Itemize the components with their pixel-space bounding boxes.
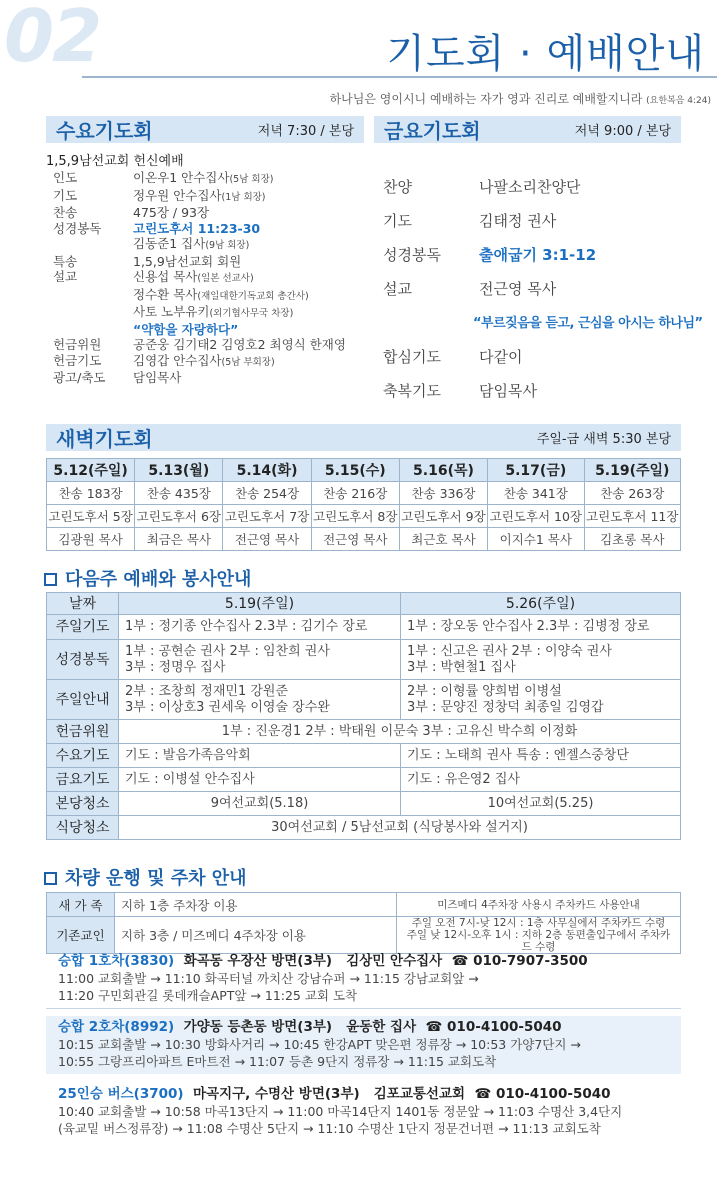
- dawn-day: 5.17(금): [488, 459, 584, 482]
- verse-ref: (요한복음 4:24): [646, 96, 711, 106]
- dawn-day: 5.13(월): [135, 459, 223, 482]
- dawn-hymn: 찬송 216장: [311, 482, 399, 505]
- service-label: 수요기도: [47, 744, 119, 768]
- service-label: 헌금위원: [47, 720, 119, 744]
- wed-value: 1,5,9남선교회 회원: [133, 253, 242, 269]
- parking-table: [46, 892, 681, 954]
- car-section-title: [44, 864, 247, 890]
- fri-scripture: 출애굽기 3:1-12: [479, 246, 597, 264]
- fri-program: [383, 176, 703, 414]
- service-line: 3부 : 문양진 정창덕 최종일 김영갑: [407, 699, 604, 715]
- service-label: 주일안내: [47, 680, 119, 720]
- fri-key: 합심기도: [383, 348, 441, 366]
- parking-label: 기존교인: [47, 917, 115, 954]
- wed-key: 기도: [53, 187, 78, 203]
- dawn-time: 주일-금 새벽 5:30 본당: [536, 432, 671, 447]
- dawn-preacher: 전근영 목사: [311, 528, 399, 551]
- route-card: [46, 1083, 681, 1141]
- service-line: 1부 : 신고은 권사 2부 : 이양숙 권사: [407, 643, 612, 659]
- dawn-text: 고린도후서 5장: [47, 505, 135, 528]
- service-line: 2부 : 이형률 양희범 이병설: [407, 683, 562, 699]
- wed-note: (9남 회장): [205, 240, 250, 251]
- wed-value: 김영갑 안수집사: [133, 352, 222, 368]
- route-line: 11:20 구민회관길 롯데캐슬APT앞 → 11:25 교회 도착: [58, 988, 358, 1003]
- route-vehicle: 승합 2호차(8992): [58, 1019, 175, 1035]
- service-table: [46, 592, 681, 840]
- fri-value: 다같이: [479, 348, 523, 366]
- service-cell: 1부 : 정기종 안수집사 2.3부 : 김기수 장로: [119, 615, 401, 640]
- route-driver: 김상민 안수집사: [346, 953, 443, 969]
- dawn-hymn: 찬송 336장: [399, 482, 487, 505]
- parking-value: 지하 3층 / 미즈메디 4주차장 이용: [115, 917, 397, 954]
- wed-key: 설교: [53, 269, 78, 284]
- service-label: 날짜: [47, 593, 119, 615]
- parking-card-line: 주일 오전 7시-낮 12시 : 1층 사무실에서 주차카드 수령: [411, 917, 666, 929]
- route-phone: ☎ 010-4100-5040: [474, 1086, 611, 1102]
- wed-value: 사토 노부유키: [133, 304, 210, 319]
- square-bullet-icon: [44, 573, 57, 586]
- route-line: 10:55 그랑프리아파트 E마트전 → 11:07 등촌 9단지 정류장 → 11:15 교회도착: [58, 1054, 497, 1069]
- wed-key: 성경봉독: [53, 220, 102, 236]
- route-card: [46, 1016, 681, 1074]
- service-label: 본당청소: [47, 792, 119, 816]
- wed-title: 수요기도회: [56, 119, 153, 143]
- service-label: 주일기도: [47, 615, 119, 640]
- service-cell: 9여선교회(5.18): [119, 792, 401, 816]
- wed-key: 광고/축도: [53, 370, 106, 385]
- page-number: 02: [4, 0, 101, 78]
- fri-value: 전근영 목사: [479, 280, 557, 298]
- route-vehicle: 25인승 버스(3700): [58, 1086, 184, 1102]
- route-area: 가양동 등촌동 방면(3부): [183, 1019, 333, 1035]
- dawn-day: 5.19(주일): [584, 459, 680, 482]
- dawn-hymn: 찬송 435장: [135, 482, 223, 505]
- fri-key: 설교: [383, 280, 412, 298]
- dawn-text: 고린도후서 6장: [135, 505, 223, 528]
- service-label: 금요기도: [47, 768, 119, 792]
- wed-key: 헌금위원: [53, 337, 102, 352]
- fri-key: 기도: [383, 212, 412, 230]
- dawn-day: 5.12(주일): [47, 459, 135, 482]
- parking-card-info: [397, 917, 681, 954]
- wed-scripture: 고린도후서 11:23-30: [133, 220, 261, 236]
- wed-note: (재일대한기독교회 총간사): [197, 290, 309, 302]
- wed-value: 이온우1 안수집사: [133, 170, 230, 185]
- dawn-day: 5.16(목): [399, 459, 487, 482]
- service-cell: 기도 : 발음가족음악회: [119, 744, 401, 768]
- dawn-preacher: 전근영 목사: [223, 528, 311, 551]
- car-title: 차량 운행 및 주차 안내: [65, 868, 247, 889]
- dawn-text: 고린도후서 7장: [223, 505, 311, 528]
- route-phone: ☎ 010-7907-3500: [451, 953, 588, 969]
- service-section-title: [44, 565, 251, 591]
- service-line: 3부 : 박현철1 집사: [407, 659, 516, 675]
- wed-sermon-title: “약함을 자랑하다”: [133, 321, 239, 337]
- route-line: (육교밑 버스정류장) → 11:08 수명산 5단지 → 11:10 수명산 1단지 정문건너편 → 11:13 교회도착: [58, 1121, 601, 1136]
- service-line: 3부 : 정명우 집사: [125, 659, 226, 675]
- wed-value: 정우원 안수집사: [133, 187, 222, 203]
- wed-program: [53, 170, 365, 386]
- route-phone: ☎ 010-4100-5040: [425, 1019, 562, 1035]
- wed-value: 475장 / 93장: [133, 205, 210, 220]
- service-cell: 30여선교회 / 5남선교회 (식당봉사와 설거지): [119, 816, 681, 840]
- dawn-hymn: 찬송 254장: [223, 482, 311, 505]
- dawn-text: 고린도후서 11장: [584, 505, 680, 528]
- service-title: 다음주 예배와 봉사안내: [65, 569, 252, 590]
- wed-header: [46, 116, 364, 143]
- wed-key: 찬송: [53, 205, 78, 220]
- fri-value: 나팔소리찬양단: [479, 178, 581, 196]
- dawn-hymn: 찬송 263장: [584, 482, 680, 505]
- route-card: [46, 950, 681, 1009]
- dawn-preacher: 최금은 목사: [135, 528, 223, 551]
- dawn-preacher: 최근호 목사: [399, 528, 487, 551]
- title-rule: [82, 76, 717, 78]
- wed-subtitle: 1,5,9남선교회 헌신예배: [46, 154, 184, 169]
- service-cell: [119, 640, 401, 680]
- service-cell: 1부 : 진운경1 2부 : 박태원 이문숙 3부 : 고유신 박수희 이정화: [119, 720, 681, 744]
- fri-key: 찬양: [383, 178, 412, 196]
- service-cell: 10여선교회(5.25): [401, 792, 681, 816]
- parking-label: 새 가 족: [47, 893, 115, 917]
- dawn-text: 고린도후서 8장: [311, 505, 399, 528]
- page-title: 기도회 · 예배안내: [386, 31, 705, 77]
- dawn-day: 5.15(수): [311, 459, 399, 482]
- fri-value: 담임목사: [479, 382, 537, 400]
- service-cell: 기도 : 이병설 안수집사: [119, 768, 401, 792]
- route-driver: 윤동한 집사: [346, 1019, 417, 1035]
- square-bullet-icon: [44, 872, 57, 885]
- verse-text: 하나님은 영이시니 예배하는 자가 영과 진리로 예배할지니라: [329, 92, 643, 106]
- fri-time: 저녁 9:00 / 본당: [574, 124, 671, 139]
- service-cell: 기도 : 유은영2 집사: [401, 768, 681, 792]
- wed-value: 김동준1 집사: [133, 236, 206, 251]
- verse: [330, 90, 711, 107]
- service-cell: [119, 680, 401, 720]
- service-date-a: 5.19(주일): [119, 593, 401, 615]
- service-cell: [401, 640, 681, 680]
- wed-note: (외기협사무국 차장): [209, 308, 294, 319]
- route-vehicle: 승합 1호차(3830): [58, 953, 175, 969]
- dawn-hymn: 찬송 183장: [47, 482, 135, 505]
- wed-note: (1남 회장): [221, 191, 266, 203]
- service-label: 성경봉독: [47, 640, 119, 680]
- wed-value: 공준웅 김기태2 김영호2 최영식 한재영: [133, 337, 346, 352]
- route-line: 10:15 교회출발 → 10:30 방화사거리 → 10:45 한강APT 맞은편 정류장 → 10:53 가양7단지 →: [58, 1037, 581, 1052]
- dawn-preacher: 김초롱 목사: [584, 528, 680, 551]
- fri-value: 김태정 권사: [479, 212, 557, 230]
- fri-title: 금요기도회: [384, 119, 481, 143]
- route-driver: 김포교통선교회: [373, 1086, 466, 1102]
- dawn-table: [46, 458, 681, 551]
- service-label: 식당청소: [47, 816, 119, 840]
- parking-card-line: 주일 낮 12시-오후 1시 : 지하 2층 동편출입구에서 주차카드 수령: [406, 929, 671, 953]
- route-line: 11:00 교회출발 → 11:10 화곡터널 까치산 강남슈퍼 → 11:15 강남교회앞 →: [58, 971, 479, 986]
- dawn-title: 새벽기도회: [56, 427, 153, 451]
- dawn-preacher: 김광원 목사: [47, 528, 135, 551]
- wed-note: (5남 회장): [229, 174, 274, 185]
- route-area: 마곡지구, 수명산 방면(3부): [192, 1086, 360, 1102]
- parking-card-title: 미즈메디 4주차장 사용시 주차카드 사용안내: [397, 893, 681, 917]
- service-line: 1부 : 공현순 권사 2부 : 임찬희 권사: [125, 643, 330, 659]
- fri-sermon-title: “부르짖음을 듣고, 근심을 아시는 하나님”: [473, 316, 703, 331]
- wed-key: 인도: [53, 170, 78, 185]
- wed-key: 특송: [53, 253, 78, 269]
- service-line: 2부 : 조창희 정재민1 강원준: [125, 683, 289, 699]
- dawn-hymn: 찬송 341장: [488, 482, 584, 505]
- service-cell: 기도 : 노태희 권사 특송 : 엔젤스중창단: [401, 744, 681, 768]
- wed-value: 정수환 목사: [133, 286, 198, 302]
- dawn-header: [46, 424, 681, 451]
- dawn-preacher: 이지수1 목사: [488, 528, 584, 551]
- parking-value: 지하 1층 주차장 이용: [115, 893, 397, 917]
- wed-note: (일본 선교사): [197, 273, 254, 284]
- wed-value: 담임목사: [133, 370, 182, 385]
- route-area: 화곡동 우장산 방면(3부): [183, 953, 333, 969]
- dawn-day: 5.14(화): [223, 459, 311, 482]
- fri-header: [374, 116, 681, 143]
- dawn-text: 고린도후서 9장: [399, 505, 487, 528]
- wed-value: 신용섭 목사: [133, 269, 198, 284]
- service-cell: 1부 : 장오동 안수집사 2.3부 : 김병정 장로: [401, 615, 681, 640]
- fri-key: 축복기도: [383, 382, 441, 400]
- service-cell: [401, 680, 681, 720]
- wed-note: (5남 부회장): [221, 356, 275, 368]
- service-date-b: 5.26(주일): [401, 593, 681, 615]
- wed-time: 저녁 7:30 / 본당: [257, 124, 354, 139]
- dawn-text: 고린도후서 10장: [488, 505, 584, 528]
- fri-key: 성경봉독: [383, 246, 441, 264]
- service-line: 3부 : 이상호3 권세욱 이영술 장수완: [125, 699, 330, 715]
- route-line: 10:40 교회출발 → 10:58 마곡13단지 → 11:00 마곡14단지 1401동 정문앞 → 11:03 수명산 3,4단지: [58, 1104, 623, 1119]
- wed-key: 헌금기도: [53, 352, 102, 368]
